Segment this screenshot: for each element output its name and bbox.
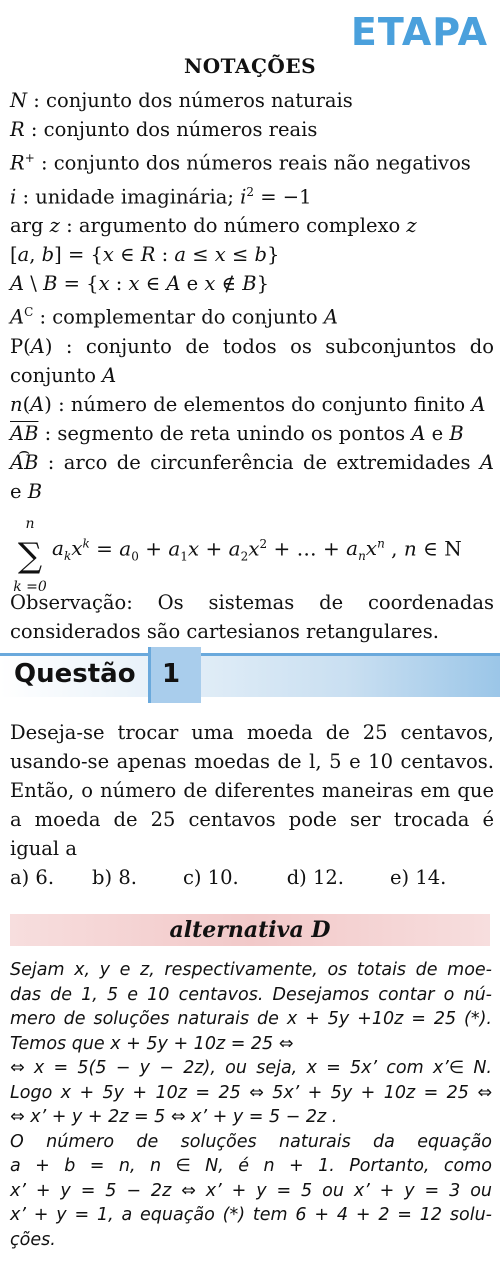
solution-line: ções. bbox=[10, 1229, 56, 1250]
notation-partes-cont: conjunto A bbox=[10, 363, 117, 387]
solution-line: mero de soluções naturais de x + 5y +10z = 25 (*). bbox=[10, 1009, 492, 1029]
alternative-c: c) 10. bbox=[182, 866, 239, 889]
solution-line: O número de soluções naturais da equação bbox=[10, 1131, 492, 1152]
solution-text bbox=[10, 958, 492, 1252]
notation-somatorio bbox=[10, 510, 494, 595]
notation-arco-cont: e B bbox=[10, 479, 43, 503]
notacoes-title: NOTAÇÕES bbox=[183, 54, 317, 78]
notation-argumento: arg z : argumento do número complexo z bbox=[10, 214, 417, 237]
solution-line: x’ + y = 5 − 2z ⇔ x’ + y = 5 ou x’ + y = 3 ou bbox=[10, 1180, 492, 1201]
notation-naturais: N : conjunto dos números naturais bbox=[10, 89, 353, 112]
solution-line: x’ + y = 1, a equação (*) tem 6 + 4 + 2 = 12 solu- bbox=[10, 1205, 492, 1225]
question-statement: Deseja-se trocar uma moeda de 25 centavos, usando-se apenas moedas de l, 5 e 10 centavos. Então, o número de diferentes maneiras em que a moeda de 25 centavos pode ser trocada é igual a bbox=[10, 721, 494, 860]
solution-line: Sejam x, y e z, respectivamente, os totais de moe- bbox=[10, 960, 492, 980]
question-header bbox=[0, 647, 500, 703]
solution-line: a + b = n, n ∈ N, é n + 1. Portanto, como bbox=[10, 1156, 492, 1176]
notation-reais: R : conjunto dos números reais bbox=[10, 118, 318, 141]
question-number: 1 bbox=[162, 659, 181, 689]
notation-arco: ⌢ AB : arco de circunferência de extremidades A bbox=[10, 448, 494, 477]
question-header-line bbox=[0, 653, 500, 656]
solution-line: Temos que x + 5y + 10z = 25 ⇔ bbox=[10, 1033, 294, 1054]
observacao: Observação: Os sistemas de coordenadas considerados são cartesianos retangulares. bbox=[10, 590, 494, 643]
alternative-d: d) 12. bbox=[286, 866, 345, 889]
alternative-e: e) 14. bbox=[390, 866, 447, 889]
brand-logo: ETAPA bbox=[350, 10, 488, 54]
alternative-a: a) 6. bbox=[10, 866, 55, 889]
notation-segmento: $\overline{AB}$ : segmento de reta unindo os pontos A e B bbox=[10, 421, 464, 445]
alternative-b: b) 8. bbox=[92, 866, 137, 889]
solution-line: ⇔ x = 5(5 − y − 2z), ou seja, x = 5x’ com x’∈ N. bbox=[10, 1058, 492, 1078]
notation-reais-nao-negativos: R+ : conjunto dos números reais não negativos bbox=[10, 151, 471, 175]
alternatives-list bbox=[10, 866, 490, 889]
notation-diferenca: A \ B = {x : x ∈ A e x ∉ B} bbox=[10, 272, 270, 295]
sigma-symbol: n ∑ k =0 bbox=[13, 515, 47, 595]
notation-complementar: $A^C$ : complementar do conjunto A bbox=[10, 305, 338, 329]
notation-unidade-imaginaria: i : unidade imaginária; $i^2 = -1$ bbox=[10, 184, 312, 208]
question-label: Questão bbox=[14, 659, 136, 689]
notation-cardinalidade: n(A) : número de elementos do conjunto finito A bbox=[10, 392, 486, 416]
notation-intervalo: [a, b] = {x ∈ R : a ≤ x ≤ b} bbox=[10, 243, 280, 266]
notacoes-list bbox=[10, 86, 494, 646]
solution-line: Logo x + 5y + 10z = 25 ⇔ 5x’ + 5y + 10z = 25 ⇔ bbox=[10, 1082, 492, 1103]
answer-label: alternativa D bbox=[169, 917, 331, 943]
notation-partes: P(A) : conjunto de todos os subconjuntos do bbox=[10, 334, 494, 358]
sum-expression: $a_kx^k = a_0 + a_1x + a_2x^2$ + … + $a_nx^n$ , n ∈ N bbox=[52, 536, 462, 564]
solution-line: ⇔ x’ + y + 2z = 5 ⇔ x’ + y = 5 − 2z . bbox=[10, 1107, 338, 1127]
solution-line: das de 1, 5 e 10 centavos. Desejamos contar o nú- bbox=[10, 984, 492, 1005]
